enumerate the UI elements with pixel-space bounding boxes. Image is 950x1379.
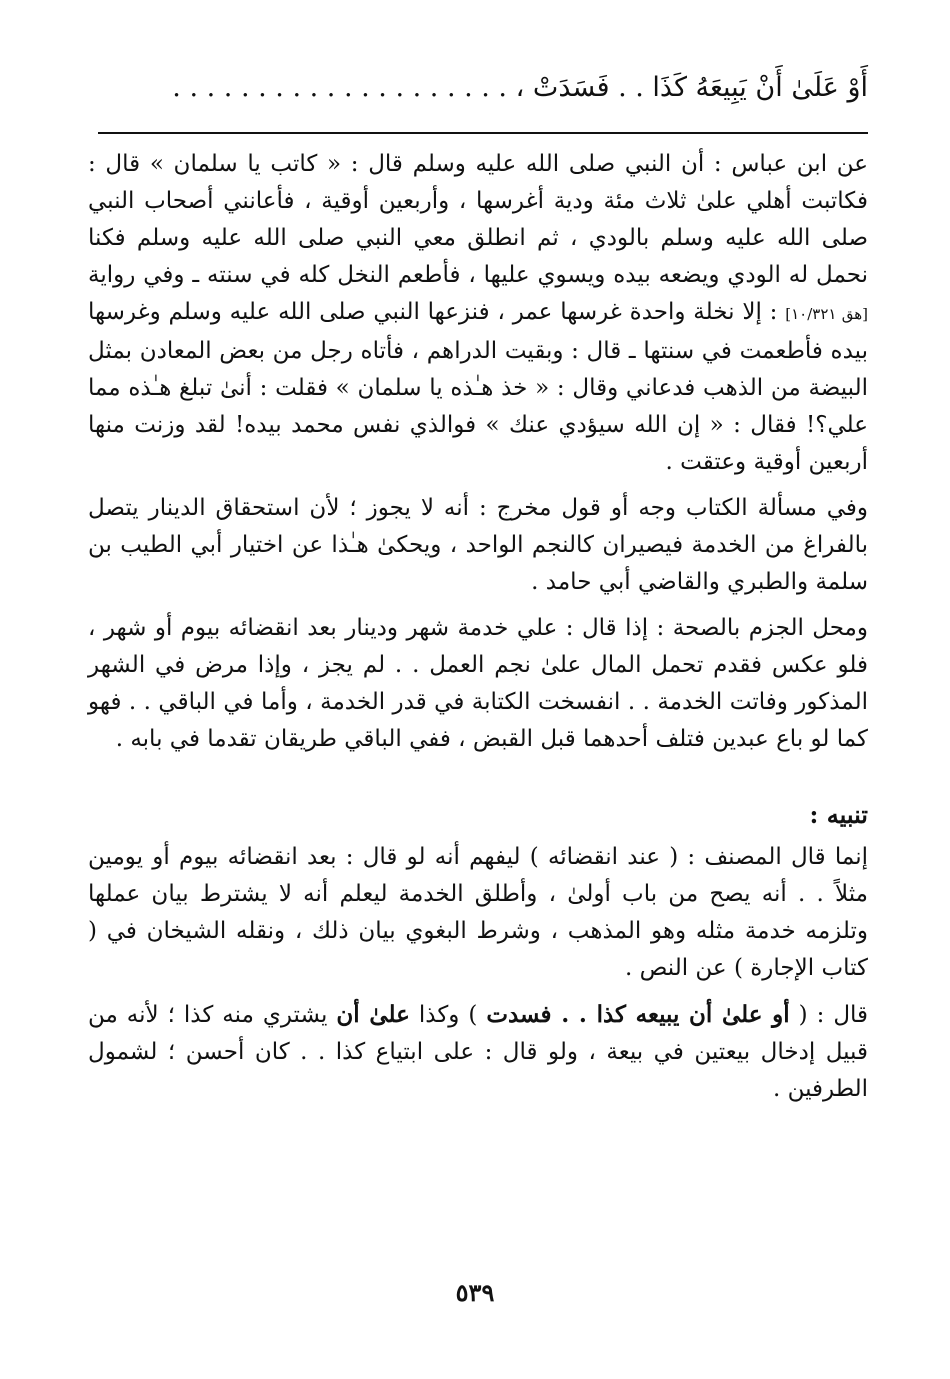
running-header-text: أَوْ عَلَىٰ أَنْ يَبِيعَهُ كَذَا . . فَسَدَتْ ، — [515, 72, 868, 103]
paragraph-jazm: ومحل الجزم بالصحة : إذا قال : علي خدمة شهر ودينار بعد انقضائه بيوم أو شهر ، فلو عكس فقدم تحمل المال علىٰ نجم العمل . . لم يجز ، وإذا مرض في الشهر المذكور وفاتت الخدمة . . انفسخت الكتابة في قدر الخدمة ، وأما في الباقي . . فهو كما لو باع عبدين فتلف أحدهما قبل القبض ، ففي الباقي طريقان تقدما في بابه . — [88, 615, 868, 752]
header-divider — [98, 132, 868, 134]
running-header — [88, 68, 868, 108]
paragraph-kitab-issue: وفي مسألة الكتاب وجه أو قول مخرج : أنه لا يجوز ؛ لأن استحقاق الدينار يتصل بالفراغ من الخدمة فيصيران كالنجم الواحد ، ويحكىٰ هـٰذا عن اختيار أبي الطيب بن سلمة والطبري والقاضي أبي حامد . — [88, 495, 868, 595]
paragraph-tanbih: إنما قال المصنف : ( عند انقضائه ) ليفهم أنه لو قال : بعد انقضائه بيوم أو يومين مثلاً . . أنه يصح من باب أولىٰ ، وأطلق الخدمة ليعلم أنه لا يشترط بيان عملها وتلزمه خدمة مثله وهو المذهب ، وشرط البغوي بيان ذلك ، ونقله الشيخان في ( كتاب الإجارة ) عن النص . — [88, 844, 868, 981]
paragraph-hadith-part-2: : إلا نخلة واحدة غرسها عمر ، فنزعها النبي صلى الله عليه وسلم وغرسها بيده فأطعمت في سنتها ـ قال : وبقيت الدراهم ، فأتاه رجل من بعض المعادن بمثل البيضة من الذهب فدعاني وقال : « خذ هـٰذه يا سلمان » فقلت : أنىٰ تبلغ هـٰذه مما علي؟! فقال : « إن الله سيؤدي عنك » فوالذي نفس محمد بيده! لقد وزنت منها أربعين أوقية وعتقت . — [88, 299, 868, 475]
section-heading-tanbih: تنبيه : — [809, 800, 868, 829]
paragraph-qala — [88, 996, 868, 1108]
paragraph-qala-part-1: قال : ( — [798, 1002, 869, 1028]
paragraph-qala-part-2: ) وكذا — [418, 1002, 478, 1028]
matn-quote-2: علىٰ أن — [336, 1001, 410, 1028]
paragraph-qala-part-3: يشتري منه كذا ؛ لأنه من قبيل إدخال بيعتين في بيعة ، ولو قال : على ابتياع كذا . . كان أحسن ؛ لشمول الطرفين . — [88, 1002, 868, 1102]
running-header-dots: . . . . . . . . . . . . . . . . . . . . — [172, 72, 508, 103]
paragraph-hadith-part-1: عن ابن عباس : أن النبي صلى الله عليه وسلم قال : « كاتب يا سلمان » قال : فكاتبت أهلي علىٰ ثلاث مئة ودية أغرسها ، وأربعين أوقية ، فأعانني أصحاب النبي صلى الله عليه وسلم بالودي ، ثم انطلق معي النبي صلى الله عليه وسلم فكنا نحمل له الودي ويضعه بيده ويسوي عليها ، فأطعم النخل كله في سنته ـ وفي رواية — [88, 151, 868, 288]
page-number: ٥٣٩ — [455, 1278, 495, 1307]
matn-quote-1: أو علىٰ أن يبيعه كذا . . فسدت — [486, 1001, 790, 1028]
page-body — [88, 146, 868, 1108]
reference-tag: [هق ١٠/٣٢١] — [785, 305, 869, 323]
paragraph-hadith — [88, 146, 868, 481]
